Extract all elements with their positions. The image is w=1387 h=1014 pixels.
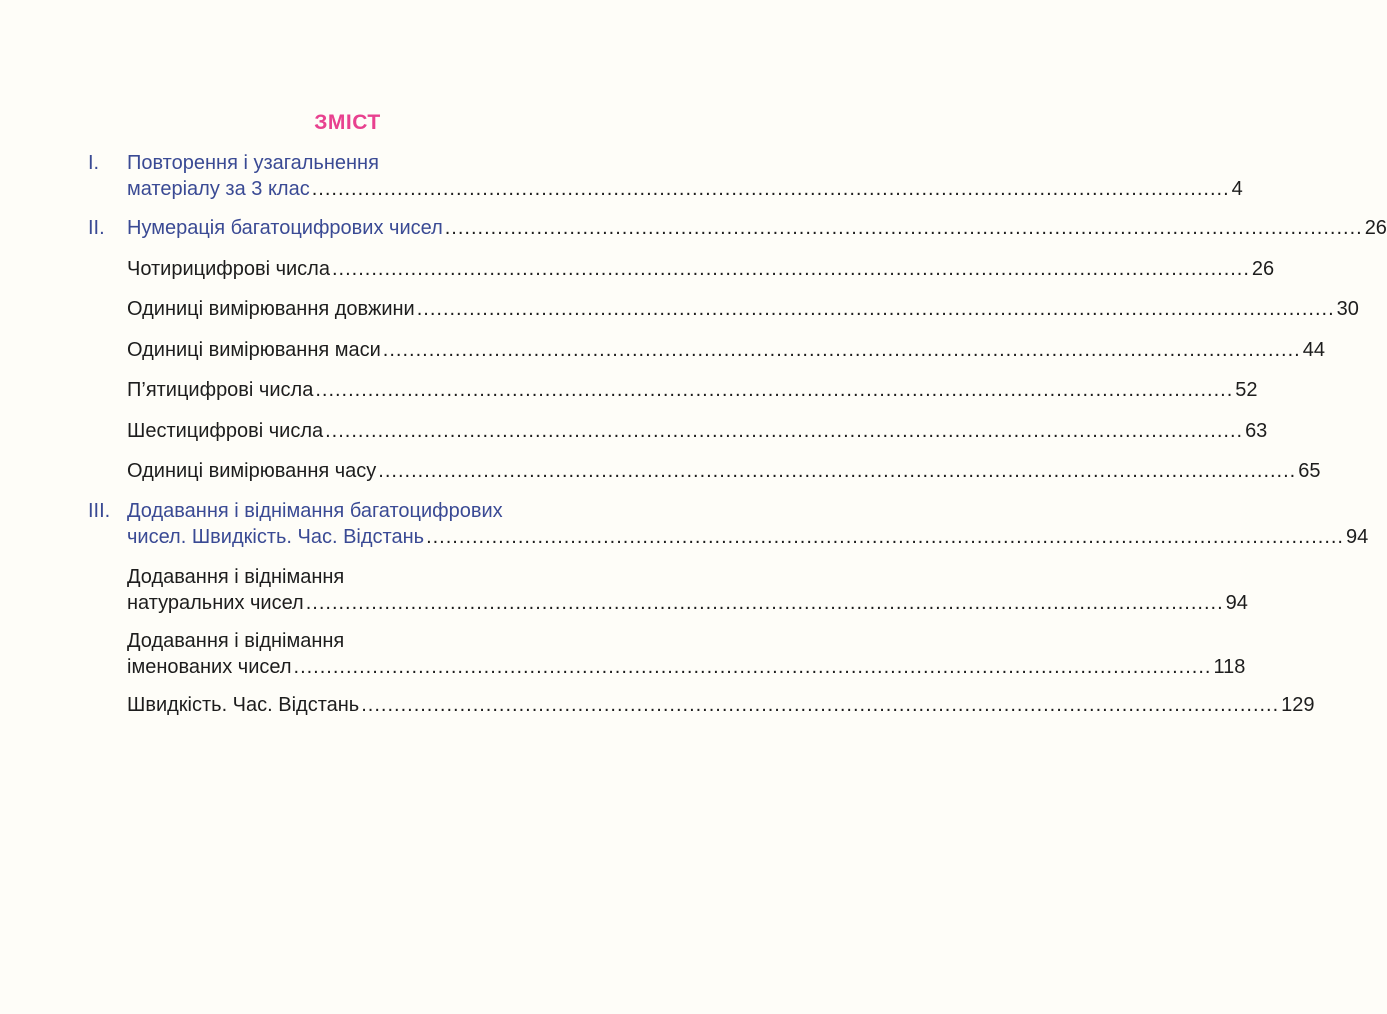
page-number: 63 [1245, 420, 1268, 442]
page-number: 52 [1235, 379, 1258, 401]
entry-title-last-line [127, 256, 1275, 282]
entry-title-last-line [127, 215, 1387, 241]
entry-title: Одиниці вимірювання довжини [127, 298, 415, 320]
entry-title: Одиниці вимірювання часу [127, 460, 377, 482]
entry-title-line: Додавання і віднімання [127, 566, 345, 588]
dot-leader: ............................................................................................................................................ [426, 526, 1344, 548]
dot-leader: ............................................................................................................................................ [382, 339, 1301, 361]
entry-title-last-line [127, 692, 1315, 718]
entry-title: чисел. Швидкість. Час. Відстань [127, 526, 425, 548]
page-number: 4 [1231, 178, 1243, 200]
entry-title-line: Додавання і віднімання багатоцифрових [127, 500, 503, 522]
page-number: 44 [1302, 339, 1325, 361]
dot-leader: ............................................................................................................................................ [305, 592, 1224, 614]
page-number: 65 [1298, 460, 1321, 482]
page-number: 26 [1364, 217, 1387, 239]
entry-title-line: Додавання і віднімання [127, 630, 345, 652]
entry-title: Швидкість. Час. Відстань [127, 694, 360, 716]
entry-title: Одиниці вимірювання маси [127, 339, 381, 361]
entry-title-last-line [127, 296, 1359, 322]
page-number: 129 [1281, 694, 1315, 716]
entry-title-line: Повторення і узагальнення [127, 152, 379, 174]
entry-title: Чотирицифрові числа [127, 258, 330, 280]
page-number: 94 [1225, 592, 1248, 614]
entry-title: Шестицифрові числа [127, 420, 324, 442]
page-title: ЗМІСТ [314, 111, 381, 134]
entry-title: матеріалу за 3 клас [127, 178, 310, 200]
dot-leader: ............................................................................................................................................ [293, 656, 1212, 678]
chapter-number: II. [88, 217, 105, 239]
dot-leader: ............................................................................................................................................ [361, 694, 1280, 716]
dot-leader: ............................................................................................................................................ [311, 178, 1230, 200]
entry-title-last-line [127, 458, 1321, 484]
entry-title-last-line [127, 524, 1369, 550]
chapter-number: I. [88, 152, 100, 174]
dot-leader: ............................................................................................................................................ [331, 258, 1250, 280]
entry-title: П’ятицифрові числа [127, 379, 314, 401]
dot-leader: ............................................................................................................................................ [416, 298, 1335, 320]
entry-title: іменованих чисел [127, 656, 292, 678]
page-number: 26 [1251, 258, 1275, 280]
entry-title-last-line [127, 590, 1248, 616]
entry-title: натуральних чисел [127, 592, 304, 614]
entry-title-last-line [127, 337, 1325, 363]
page-number: 94 [1346, 526, 1369, 548]
page-number: 30 [1336, 298, 1359, 320]
page-number: 118 [1213, 656, 1246, 678]
dot-leader: ............................................................................................................................................ [325, 420, 1244, 442]
entry-title-last-line [127, 377, 1258, 403]
chapter-number: III. [88, 500, 111, 522]
dot-leader: ............................................................................................................................................ [444, 217, 1363, 239]
entry-title: Нумерація багатоцифрових чисел [127, 217, 443, 239]
entry-title-last-line [127, 176, 1243, 202]
entry-title-last-line [127, 418, 1268, 444]
entry-title-last-line [127, 654, 1246, 680]
dot-leader: ............................................................................................................................................ [315, 379, 1234, 401]
dot-leader: ............................................................................................................................................ [378, 460, 1297, 482]
